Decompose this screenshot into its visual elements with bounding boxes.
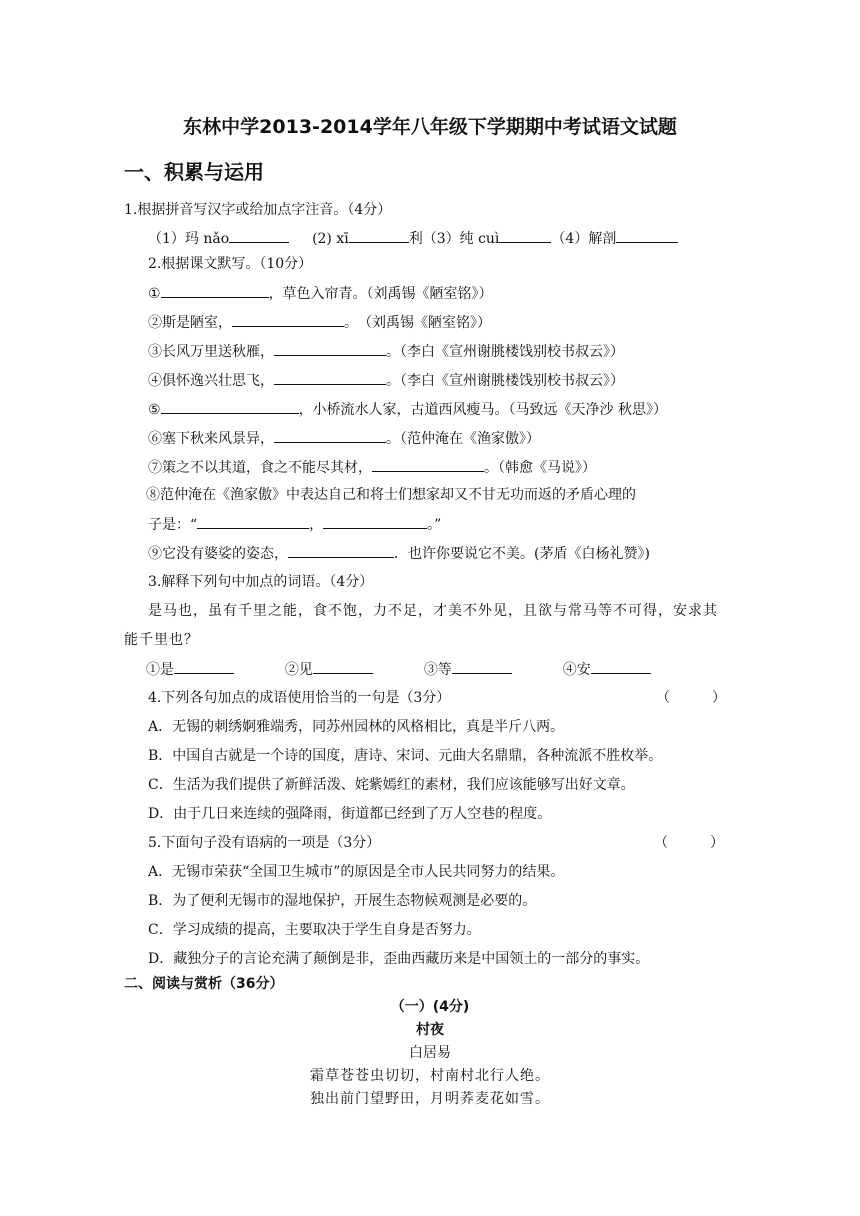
q5-answer-paren: （ ） (654, 835, 724, 851)
line-post: ，草色入帘青。（刘禹锡《陋室铭》） (268, 286, 493, 302)
blank (174, 659, 234, 674)
line-post: ．也许你要说它不美。(茅盾《白杨礼赞》) (394, 546, 650, 562)
line-pre: ④俱怀逸兴壮思飞， (148, 373, 274, 389)
q3-items (146, 659, 651, 680)
q4-option-a: A．无锡的刺绣婀雅端秀，同苏州园林的风格相比，真是半斤八两。 (148, 719, 565, 735)
q3-passage-1: 是马也，虽有千里之能，食不饱，力不足，才美不外见，且欲与常马等不可得，安求其 (148, 603, 718, 619)
section1-heading: 一、积累与运用 (124, 160, 264, 184)
q3-item: ④安 (562, 662, 591, 678)
line-pre: ① (148, 286, 161, 302)
line-pre: 子是：“ (148, 517, 198, 533)
blank (372, 457, 484, 472)
q4-option-b: B．中国自古就是一个诗的国度，唐诗、宋词、元曲大名鼎鼎，各种流派不胜枚举。 (148, 748, 663, 764)
q2-line-8a: ⑧范仲淹在《渔家傲》中表达自己和将士们想家却又不甘无功而返的矛盾心理的 (146, 487, 636, 503)
line-post: 。 （刘禹锡《陋室铭》） (344, 315, 491, 331)
blank (161, 283, 269, 298)
line-pre: ⑥塞下秋来风景异， (148, 431, 274, 447)
q5-option-b: B．为了便利无锡市的湿地保护，开展生态物候观测是必要的。 (148, 893, 537, 909)
line-post: ，小桥流水人家，古道西风瘦马。（马致远《天净沙 秋思》） (298, 402, 668, 418)
q3-item: ①是 (146, 662, 174, 678)
q3-item: ③等 (423, 662, 452, 678)
q1-item-2: (2) xī (312, 231, 349, 247)
poem-author: 白居易 (409, 1045, 451, 1061)
poem-line-2: 独出前门望野田，月明荞麦花如雪。 (310, 1091, 550, 1107)
line-post: 。（范仲淹在《渔家傲》） (386, 431, 540, 447)
blank (349, 228, 409, 243)
q5-option-a: A．无锡市荣获“全国卫生城市”的原因是全市人民共同努力的结果。 (148, 864, 565, 880)
blank (274, 428, 386, 443)
q2-line-9 (148, 543, 650, 564)
q2-line-4 (148, 370, 624, 391)
q5-text: 5.下面句子没有语病的一项是（3分） (148, 835, 381, 851)
blank (274, 341, 386, 356)
line-pre: ⑨它没有婆娑的姿态， (148, 546, 288, 562)
section2-heading: 二、阅读与赏析（36分） (124, 976, 284, 992)
q3-passage-2: 能千里也？ (124, 632, 199, 648)
blank (288, 543, 394, 558)
line-post: 。（李白《宣州谢朓楼饯别校书叔云》） (386, 344, 624, 360)
line-pre: ②斯是陋室， (148, 315, 232, 331)
q3-text: 3.解释下列句中加点的词语。（4分） (148, 574, 374, 590)
q1-text: 1.根据拼音写汉字或给加点字注音。（4分） (124, 202, 392, 218)
q3-item: ②见 (284, 662, 313, 678)
q2-line-3 (148, 341, 624, 362)
blank (452, 659, 512, 674)
blank (229, 228, 289, 243)
q4-answer-paren: （ ） (656, 690, 726, 706)
q2-text: 2.根据课文默写。（10分） (148, 256, 313, 272)
q5-option-d: D．藏独分子的言论充满了颠倒是非，歪曲西藏历来是中国领土的一部分的事实。 (148, 951, 650, 967)
line-pre: ③长风万里送秋雁， (148, 344, 274, 360)
blank (591, 659, 651, 674)
blank (232, 312, 344, 327)
q4-text: 4.下列各句加点的成语使用恰当的一句是（3分） (148, 690, 451, 706)
blank (161, 399, 299, 414)
q2-line-5 (148, 399, 667, 420)
page-title: 东林中学2013-2014学年八年级下学期期中考试语文试题 (183, 116, 677, 138)
q2-line-6 (148, 428, 540, 449)
blank (323, 514, 427, 529)
q4-option-d: D．由于几日来连续的强降雨，街道都已经到了万人空巷的程度。 (148, 806, 552, 822)
section2-part1: （一）(4分) (390, 999, 470, 1015)
line-pre: ⑤ (148, 402, 161, 418)
q2-line-7 (148, 457, 596, 478)
q1-item-1: （1）玛 nǎo (148, 231, 230, 247)
blank (197, 514, 309, 529)
line-post: 。（李白《宣州谢朓楼饯别校书叔云》） (386, 373, 624, 389)
q2-line-1 (148, 283, 493, 304)
blank (499, 228, 551, 243)
blank (274, 370, 386, 385)
line-post: 。（韩愈《马说》） (484, 460, 596, 476)
line-post: 。” (427, 517, 442, 533)
q1-item-4: （4）解剖 (551, 231, 617, 247)
q5-option-c: C．学习成绩的提高，主要取决于学生自身是否努力。 (148, 922, 481, 938)
poem-title: 村夜 (416, 1022, 444, 1038)
q2-line-2 (148, 312, 491, 333)
q2-line-8b (148, 514, 441, 535)
blank (616, 228, 678, 243)
line-mid: ， (309, 517, 324, 533)
poem-line-1: 霜草苍苍虫切切，村南村北行人绝。 (310, 1068, 550, 1084)
line-pre: ⑦策之不以其道，食之不能尽其材， (148, 460, 372, 476)
blank (313, 659, 373, 674)
q4-option-c: C．生活为我们提供了新鲜活泼、姹紫嫣红的素材，我们应该能够写出好文章。 (148, 777, 635, 793)
q1-item-3: 利（3）纯 cuì (408, 231, 500, 247)
q1-items (148, 228, 678, 249)
